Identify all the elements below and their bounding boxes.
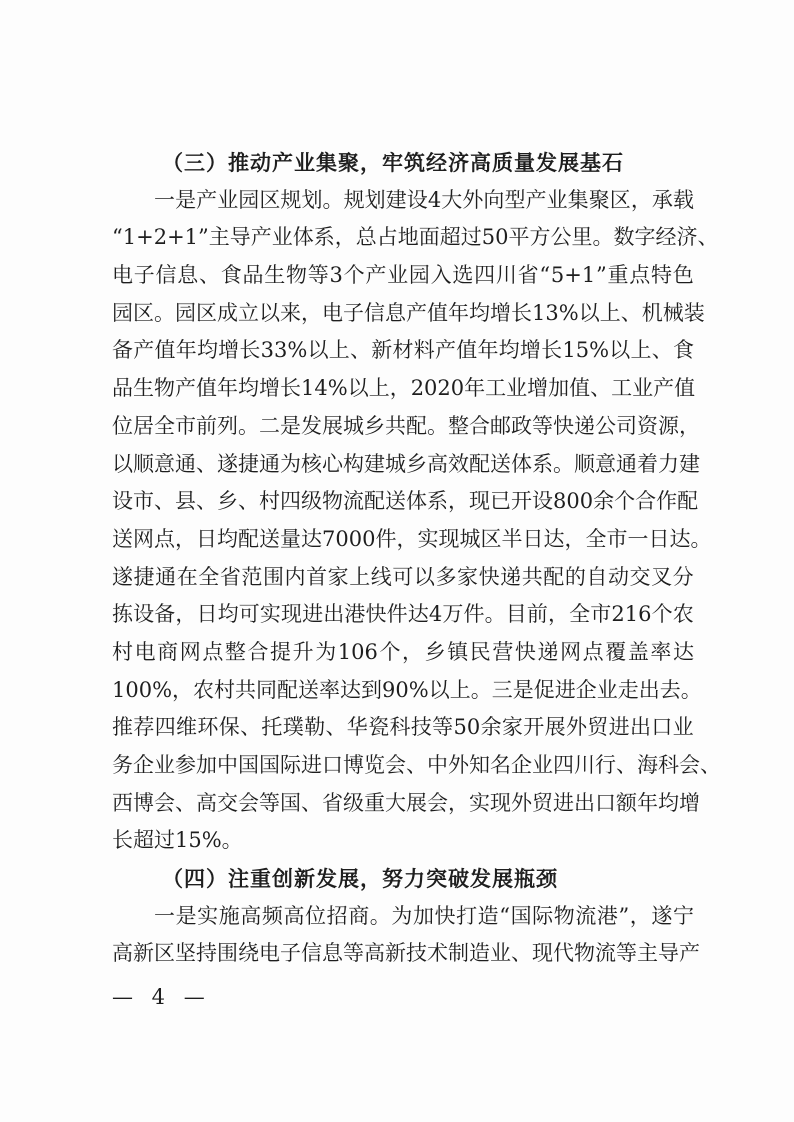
- paragraph-line: 100% ， 农 村 共 同 配 送 率 达 到 90% 以 上 。 三 是 促 进 企 业 走 出 去 。: [112, 677, 702, 702]
- paragraph-line: 电 子 信 息 、 食 品 生 物 等 3 个 产 业 园 入 选 四 川 省 “ 5+1 ” 重 点 特 色: [112, 263, 694, 288]
- paragraph-line: 设 市 、 县 、 乡 、 村 四 级 物 流 配 送 体 系 ， 现 已 开 设 800 余 个 合 作 配: [112, 489, 699, 514]
- paragraph-line: 西 博 会 、 高 交 会 等 国 、 省 级 重 大 展 会 ， 实 现 外 贸 进 出 口 额 年 均 增: [112, 790, 700, 815]
- paragraph-line: 遂 捷 通 在 全 省 范 围 内 首 家 上 线 可 以 多 家 快 递 共 配 的 自 动 交 叉 分: [112, 564, 694, 589]
- document-body: [112, 144, 721, 973]
- paragraph-line: 位 居 全 市 前 列 。 二 是 发 展 城 乡 共 配 。 整 合 邮 政 等 快 递 公 司 资 源 ，: [112, 413, 700, 438]
- section-heading-line: （三）推动产业集聚，牢筑经济高质量发展基石: [162, 150, 624, 175]
- paragraph-line: 长超过15%。: [112, 828, 243, 853]
- paragraph-line: 推 荐 四 维 环 保 、 托 璞 勒 、 华 瓷 科 技 等 50 余 家 开 展 外 贸 进 出 口 业: [112, 715, 694, 740]
- paragraph-line: 拣 设 备 ， 日 均 可 实 现 进 出 港 快 件 达 4 万 件 。 目 前 ， 全 市 216 个 农: [112, 602, 694, 627]
- paragraph-line: 品 生 物 产 值 年 均 增 长 14% 以 上 ， 2020 年 工 业 增 加 值 、 工 业 产 值: [112, 376, 696, 401]
- paragraph-line: 村 电 商 网 点 整 合 提 升 为 106 个 ， 乡 镇 民 营 快 递 网 点 覆 盖 率 达: [112, 639, 694, 664]
- paragraph-line: 以 顺 意 通 、 遂 捷 通 为 核 心 构 建 城 乡 高 效 配 送 体 系 。 顺 意 通 着 力 建: [112, 451, 700, 476]
- paragraph-line: 备 产 值 年 均 增 长 33% 以 上 、 新 材 料 产 值 年 均 增 长 15% 以 上 、 食: [112, 338, 694, 363]
- paragraph-line: 一 是 实 施 高 频 高 位 招 商 。 为 加 快 打 造 “ 国 际 物 流 港 ” ， 遂 宁: [154, 903, 694, 928]
- paragraph-line: “ 1+2+1 ” 主 导 产 业 体 系 ， 总 占 地 面 超 过 50 平 方 公 里 。 数 字 经 济 、: [112, 225, 719, 250]
- paragraph-line: 园 区 。 园 区 成 立 以 来 ， 电 子 信 息 产 值 年 均 增 长 13% 以 上 、 机 械 装: [112, 300, 705, 325]
- paragraph-line: 一 是 产 业 园 区 规 划 。 规 划 建 设 4 大 外 向 型 产 业 集 聚 区 ， 承 载: [154, 187, 694, 212]
- section-heading-line: （四）注重创新发展，努力突破发展瓶颈: [162, 866, 558, 892]
- paragraph-line: 务 企 业 参 加 中 国 国 际 进 口 博 览 会 、 中 外 知 名 企 业 四 川 行 、 海 科 会 、: [112, 753, 721, 777]
- paragraph-line: 送 网 点 ， 日 均 配 送 量 达 7000 件 ， 实 现 城 区 半 日 达 ， 全 市 一 日 达 。: [112, 526, 712, 551]
- paragraph-line: 高 新 区 坚 持 围 绕 电 子 信 息 等 高 新 技 术 制 造 业 、 现 代 物 流 等 主 导 产: [112, 941, 700, 966]
- page-number: — 4 —: [112, 985, 211, 1009]
